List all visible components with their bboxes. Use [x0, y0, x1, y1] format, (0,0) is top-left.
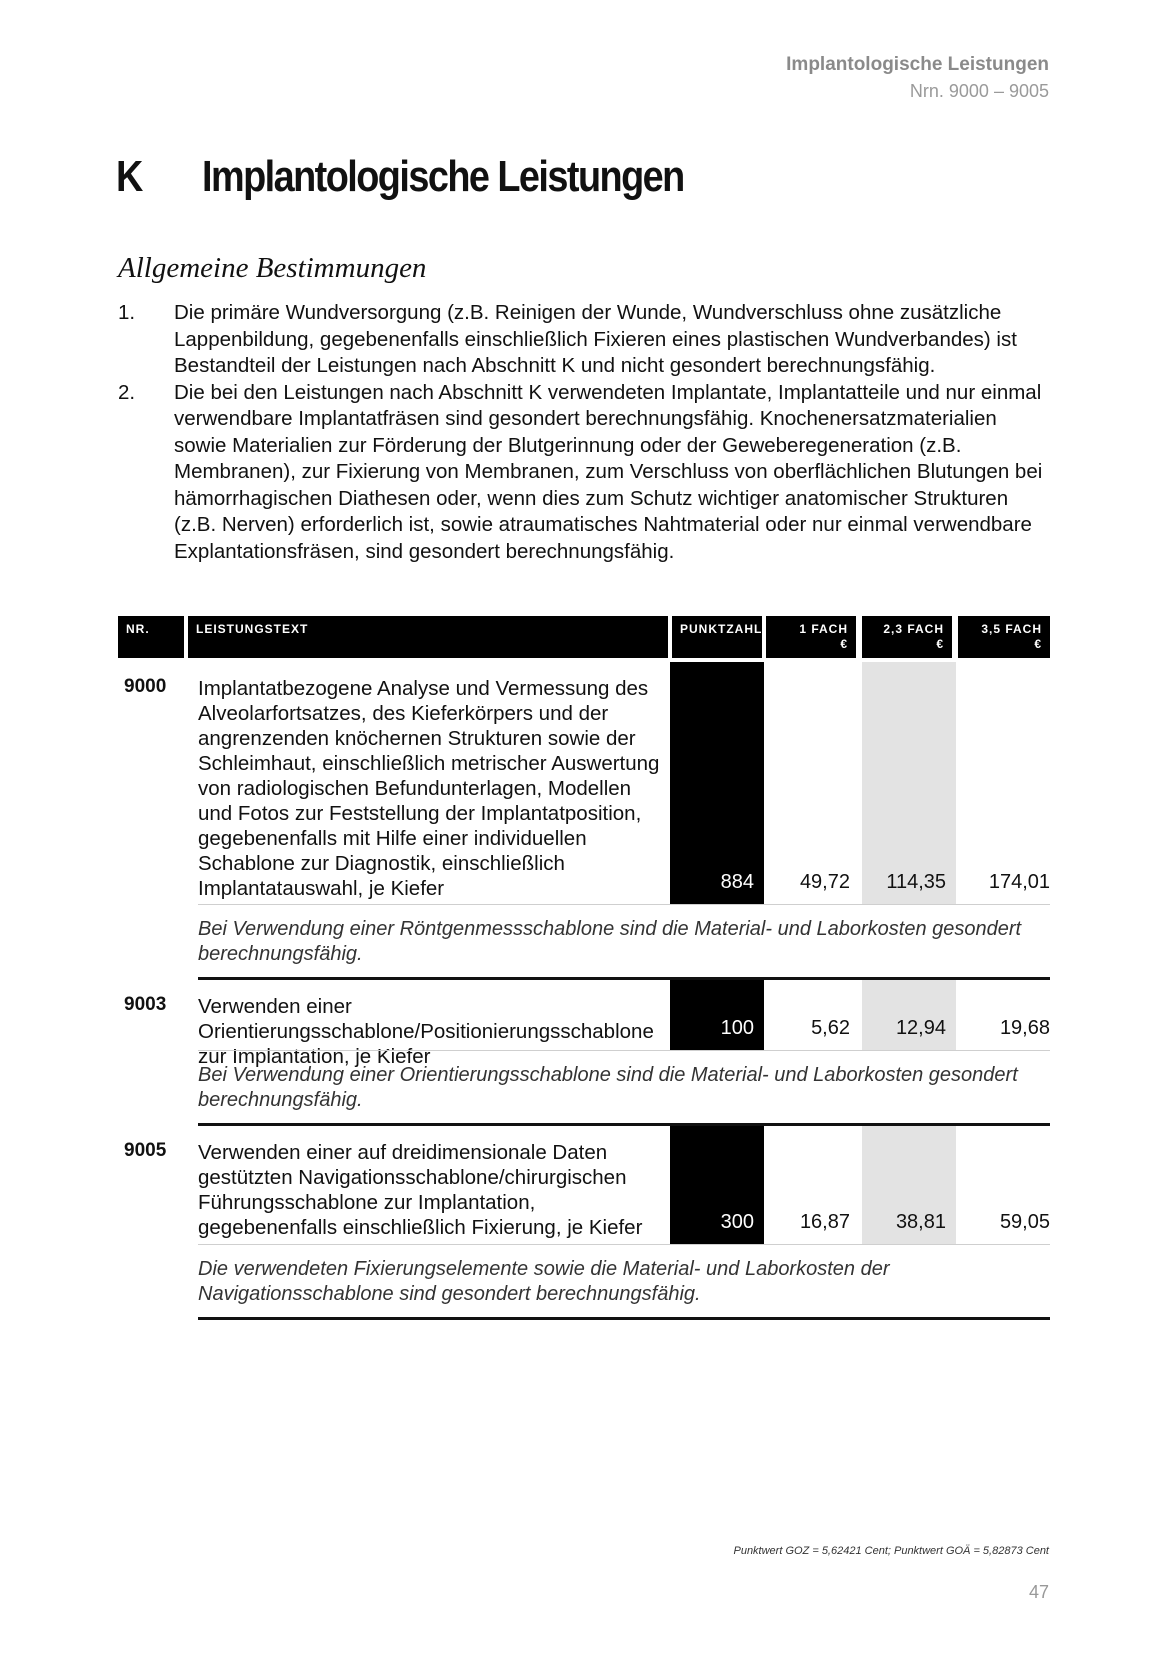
header-2-3-fach-label: 2,3 FACH	[883, 622, 944, 636]
row-3-5-fach: 59,05	[999, 1211, 1050, 1233]
rule-item	[118, 300, 1048, 380]
header-nr: NR.	[118, 616, 184, 658]
row-1-fach: 49,72	[799, 871, 850, 893]
row-punktzahl: 884	[720, 871, 754, 893]
fee-table	[118, 616, 1050, 1320]
header-currency: €	[1034, 637, 1042, 651]
row-1-fach: 16,87	[799, 1211, 850, 1233]
rule-text: Die primäre Wundversorgung (z.B. Reinigen der Wunde, Wundverschluss ohne zusätzliche Lappenbildung, gegebenenfalls einschließlich Fixieren eines plastischen Wundverbandes) ist Bestandteil der Leistungen nach Abschnitt K und nicht gesondert berechnungsfähig.	[174, 301, 1017, 377]
table-row	[118, 662, 1050, 904]
running-head	[786, 52, 1049, 104]
row-note: Die verwendeten Fixierungselemente sowie die Material- und Laborkosten der Navigationsschablone sind gesondert berechnungsfähig.	[198, 1244, 1050, 1320]
row-note: Bei Verwendung einer Röntgenmessschablone sind die Material- und Laborkosten gesondert berechnungsfähig.	[198, 904, 1050, 980]
page-number: 47	[1028, 1582, 1049, 1602]
subheading: Allgemeine Bestimmungen	[118, 252, 427, 284]
row-1-fach: 5,62	[811, 1017, 850, 1039]
header-currency: €	[840, 637, 848, 651]
rule-number: 2.	[118, 380, 136, 404]
header-3-5-fach-label: 3,5 FACH	[981, 622, 1042, 636]
table-header	[118, 616, 1050, 658]
header-leistungstext: LEISTUNGSTEXT	[188, 616, 668, 658]
footnote: Punktwert GOZ = 5,62421 Cent; Punktwert GOÄ = 5,82873 Cent	[733, 1545, 1049, 1557]
row-2-3-fach: 114,35	[886, 871, 946, 893]
rule-item	[118, 380, 1048, 566]
row-note: Bei Verwendung einer Orientierungsschablone sind die Material- und Laborkosten gesondert berechnungsfähig.	[198, 1050, 1050, 1126]
header-1-fach	[766, 616, 856, 658]
table-row	[118, 1126, 1050, 1244]
rule-text: Die bei den Leistungen nach Abschnitt K verwendeten Implantate, Implantatteile und nur einmal verwendbare Implantatfräsen sind gesondert berechnungsfähig. Knochenersatzmaterialien sowie Materialien zur Förderung der Blutgerinnung oder der Geweberegeneration (z.B. Membranen), zur Fixierung von Membranen, zum Verschluss von oberflächlichen Blutungen bei hämorrhagischen Diathesen oder, wenn dies zum Schutz wichtiger anatomischer Strukturen (z.B. Nerven) erforderlich ist, sowie atraumatisches Nahtmaterial oder nur einmal verwendbare Explantationsfräsen, sind gesondert berechnungsfähig.	[174, 380, 1043, 563]
row-punktzahl: 100	[720, 1017, 754, 1039]
row-3-5-fach: 174,01	[988, 871, 1050, 893]
row-2-3-fach: 38,81	[895, 1211, 946, 1233]
row-3-5-fach: 19,68	[999, 1017, 1050, 1039]
row-nr: 9000	[124, 676, 167, 697]
header-2-3-fach	[862, 616, 952, 658]
row-leistungstext: Verwenden einer Orientierungsschablone/Positionierungsschablone zur Implantation, je Kiefer	[198, 995, 654, 1068]
rule-number: 1.	[118, 301, 136, 324]
row-punktzahl: 300	[720, 1211, 754, 1233]
row-nr: 9003	[124, 994, 167, 1015]
running-head-title: Implantologische Leistungen	[786, 54, 1049, 75]
running-head-range: Nrn. 9000 – 9005	[909, 81, 1049, 101]
header-1-fach-label: 1 FACH	[799, 622, 848, 636]
section-title	[116, 152, 684, 202]
header-currency: €	[936, 637, 944, 651]
general-rules-list	[118, 300, 1048, 565]
table-row	[118, 980, 1050, 1068]
row-leistungstext: Verwenden einer auf dreidimensionale Daten gestützten Navigationsschablone/chirurgischen Führungsschablone zur Implantation, gegebenenfalls einschließlich Fixierung, je Kiefer	[198, 1141, 643, 1239]
header-3-5-fach	[958, 616, 1050, 658]
row-nr: 9005	[124, 1140, 167, 1161]
row-2-3-fach: 12,94	[895, 1017, 946, 1039]
section-letter: K	[116, 152, 142, 201]
row-leistungstext: Implantatbezogene Analyse und Vermessung des Alveolarfortsatzes, des Kieferkörpers und der angrenzenden knöchernen Strukturen sowie der Schleimhaut, einschließlich metrischer Auswertung von radiologischen Befundunterlagen, Modellen und Fotos zur Feststellung der Implantatposition, gegebenenfalls mit Hilfe einer individuellen Schablone zur Diagnostik, einschließlich Implantatauswahl, je Kiefer	[198, 677, 660, 900]
section-title-text: Implantologische Leistungen	[202, 152, 684, 201]
header-punktzahl: PUNKTZAHL	[672, 616, 762, 658]
